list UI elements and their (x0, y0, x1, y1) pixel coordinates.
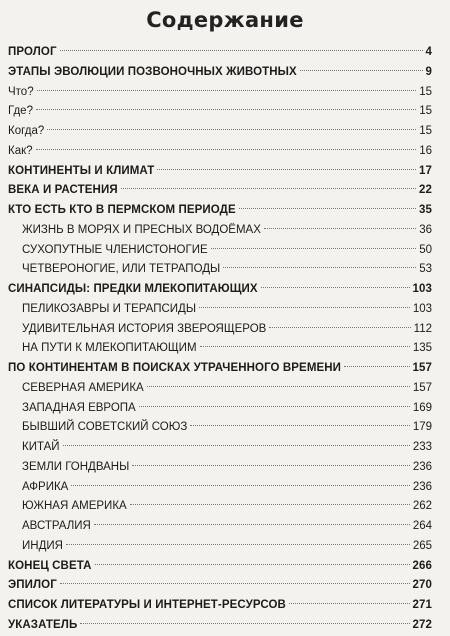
toc-entry-title: АФРИКА (22, 480, 69, 493)
toc-entry-title: УДИВИТЕЛЬНАЯ ИСТОРИЯ ЗВЕРОЯЩЕРОВ (22, 322, 267, 335)
toc-entry-title: КОНЕЦ СВЕТА (8, 559, 92, 572)
toc-entry (8, 379, 432, 399)
toc-entry-title: СУХОПУТНЫЕ ЧЛЕНИСТОНОГИЕ (22, 243, 208, 256)
toc-entry-title: НА ПУТИ К МЛЕКОПИТАЮЩИМ (22, 342, 197, 355)
toc-entry (8, 260, 432, 280)
dot-leader (60, 583, 410, 584)
toc-entry (8, 458, 432, 478)
dot-leader (261, 287, 410, 288)
toc-entry-page-number: 103 (412, 283, 432, 295)
toc-entry-page-number: 271 (412, 599, 432, 611)
toc-entry (8, 557, 432, 577)
toc-entry-page-number: 15 (419, 105, 432, 118)
toc-entry-page-number: 236 (412, 480, 432, 493)
toc-entry-page-number: 272 (412, 618, 432, 631)
dot-leader (300, 70, 423, 71)
toc-entry-page-number: 266 (412, 559, 432, 572)
toc-entry-page-number: 15 (419, 85, 432, 98)
toc-entry (8, 122, 432, 142)
toc-entry-title: ЖИЗНЬ В МОРЯХ И ПРЕСНЫХ ВОДОЁМАХ (22, 223, 261, 236)
dot-leader (239, 208, 416, 209)
dot-leader (130, 504, 410, 505)
toc-entry-title: КТО ЕСТЬ КТО В ПЕРМСКОМ ПЕРИОДЕ (8, 204, 236, 216)
toc-entry-page-number: 17 (419, 164, 432, 177)
toc-entry-title: АВСТРАЛИЯ (22, 520, 91, 532)
toc-entry-page-number: 50 (419, 243, 432, 256)
dot-leader (147, 386, 410, 387)
dot-leader (37, 90, 417, 91)
toc-entry (8, 300, 432, 320)
dot-leader (289, 603, 410, 604)
toc-entry (8, 142, 432, 162)
toc-entry-page-number: 9 (425, 65, 432, 78)
dot-leader (71, 485, 409, 486)
toc-entry-page-number: 135 (412, 342, 432, 355)
page-title: Содержание (146, 8, 304, 32)
toc-entry-title: СПИСОК ЛИТЕРАТУРЫ И ИНТЕРНЕТ-РЕСУРСОВ (8, 599, 286, 611)
toc-entry (8, 418, 432, 438)
dot-leader (36, 109, 416, 110)
toc-entry-title: ВЕКА И РАСТЕНИЯ (8, 184, 118, 197)
dot-leader (66, 544, 410, 545)
toc-entry-title: ЧЕТВЕРОНОГИЕ, ИЛИ ТЕТРАПОДЫ (22, 263, 221, 276)
toc-entry (8, 162, 432, 182)
toc-entry-page-number: 15 (419, 125, 432, 137)
toc-entry (8, 339, 432, 359)
toc-entry (8, 438, 432, 458)
dot-leader (139, 406, 410, 407)
toc-entry (8, 576, 432, 596)
toc-entry (8, 616, 432, 636)
toc-entry (8, 359, 432, 379)
toc-entry (8, 221, 432, 241)
toc-entry (8, 399, 432, 419)
toc-entry (8, 320, 432, 340)
dot-leader (264, 228, 416, 229)
toc-entry (8, 280, 432, 300)
toc-entry (8, 497, 432, 517)
toc-entry-title: Как? (8, 144, 33, 157)
dot-leader (223, 267, 416, 268)
table-of-contents (8, 43, 432, 636)
toc-entry (8, 102, 432, 122)
toc-entry-page-number: 236 (412, 460, 432, 473)
toc-entry-page-number: 112 (413, 322, 432, 335)
toc-entry-page-number: 35 (419, 204, 432, 216)
toc-entry-title: ЗАПАДНАЯ ЕВРОПА (22, 401, 136, 414)
toc-entry-page-number: 169 (412, 401, 432, 414)
toc-entry-page-number: 157 (412, 362, 432, 374)
dot-leader (47, 129, 416, 130)
toc-entry-page-number: 4 (425, 46, 432, 58)
toc-entry-page-number: 264 (412, 520, 432, 532)
toc-entry-title: СЕВЕРНАЯ АМЕРИКА (22, 381, 144, 394)
toc-entry (8, 181, 432, 201)
toc-entry-page-number: 16 (419, 144, 432, 157)
dot-leader (80, 623, 409, 624)
toc-entry-title: Что? (8, 85, 34, 98)
toc-entry-page-number: 265 (412, 539, 432, 552)
dot-leader (157, 169, 416, 170)
dot-leader (190, 425, 409, 426)
dot-leader (199, 307, 410, 308)
dot-leader (60, 50, 423, 51)
toc-entry-title: БЫВШИЙ СОВЕТСКИЙ СОЮЗ (22, 421, 188, 434)
toc-entry-page-number: 157 (412, 381, 432, 394)
toc-entry-title: ЮЖНАЯ АМЕРИКА (22, 500, 127, 513)
toc-entry-title: ЭТАПЫ ЭВОЛЮЦИИ ПОЗВОНОЧНЫХ ЖИВОТНЫХ (8, 65, 297, 78)
toc-entry (8, 63, 432, 83)
toc-entry-title: КИТАЙ (22, 441, 60, 453)
toc-entry-title: УКАЗАТЕЛЬ (8, 618, 78, 631)
toc-entry (8, 241, 432, 261)
toc-entry-title: ЭПИЛОГ (8, 579, 57, 592)
toc-entry (8, 43, 432, 63)
toc-entry-page-number: 103 (412, 302, 432, 315)
toc-entry (8, 537, 432, 557)
toc-entry (8, 83, 432, 103)
dot-leader (200, 346, 410, 347)
toc-entry-page-number: 179 (412, 421, 432, 434)
toc-entry-title: СИНАПСИДЫ: ПРЕДКИ МЛЕКОПИТАЮЩИХ (8, 283, 258, 295)
toc-entry-title: Где? (8, 105, 33, 118)
dot-leader (36, 149, 417, 150)
toc-entry (8, 596, 432, 616)
toc-entry-title: ПЕЛИКОЗАВРЫ И ТЕРАПСИДЫ (22, 302, 196, 315)
dot-leader (211, 248, 417, 249)
toc-entry-title: КОНТИНЕНТЫ И КЛИМАТ (8, 164, 155, 177)
toc-entry-page-number: 22 (419, 184, 432, 197)
toc-entry-page-number: 233 (412, 441, 432, 453)
toc-entry-page-number: 270 (412, 579, 432, 592)
toc-entry-page-number: 262 (412, 500, 432, 513)
toc-entry-title: ПРОЛОГ (8, 46, 57, 58)
dot-leader (269, 327, 410, 328)
toc-entry-title: ИНДИЯ (22, 539, 63, 552)
toc-entry-title: ЗЕМЛИ ГОНДВАНЫ (22, 460, 130, 473)
toc-entry (8, 517, 432, 537)
dot-leader (94, 524, 410, 525)
dot-leader (95, 564, 410, 565)
toc-entry (8, 478, 432, 498)
toc-entry (8, 201, 432, 221)
dot-leader (121, 188, 416, 189)
toc-entry-page-number: 53 (419, 263, 432, 276)
dot-leader (63, 445, 410, 446)
toc-entry-title: Когда? (8, 125, 45, 137)
dot-leader (132, 465, 410, 466)
dot-leader (344, 366, 409, 367)
toc-entry-title: ПО КОНТИНЕНТАМ В ПОИСКАХ УТРАЧЕННОГО ВРЕМЕНИ (8, 362, 342, 374)
toc-entry-page-number: 36 (419, 223, 432, 236)
